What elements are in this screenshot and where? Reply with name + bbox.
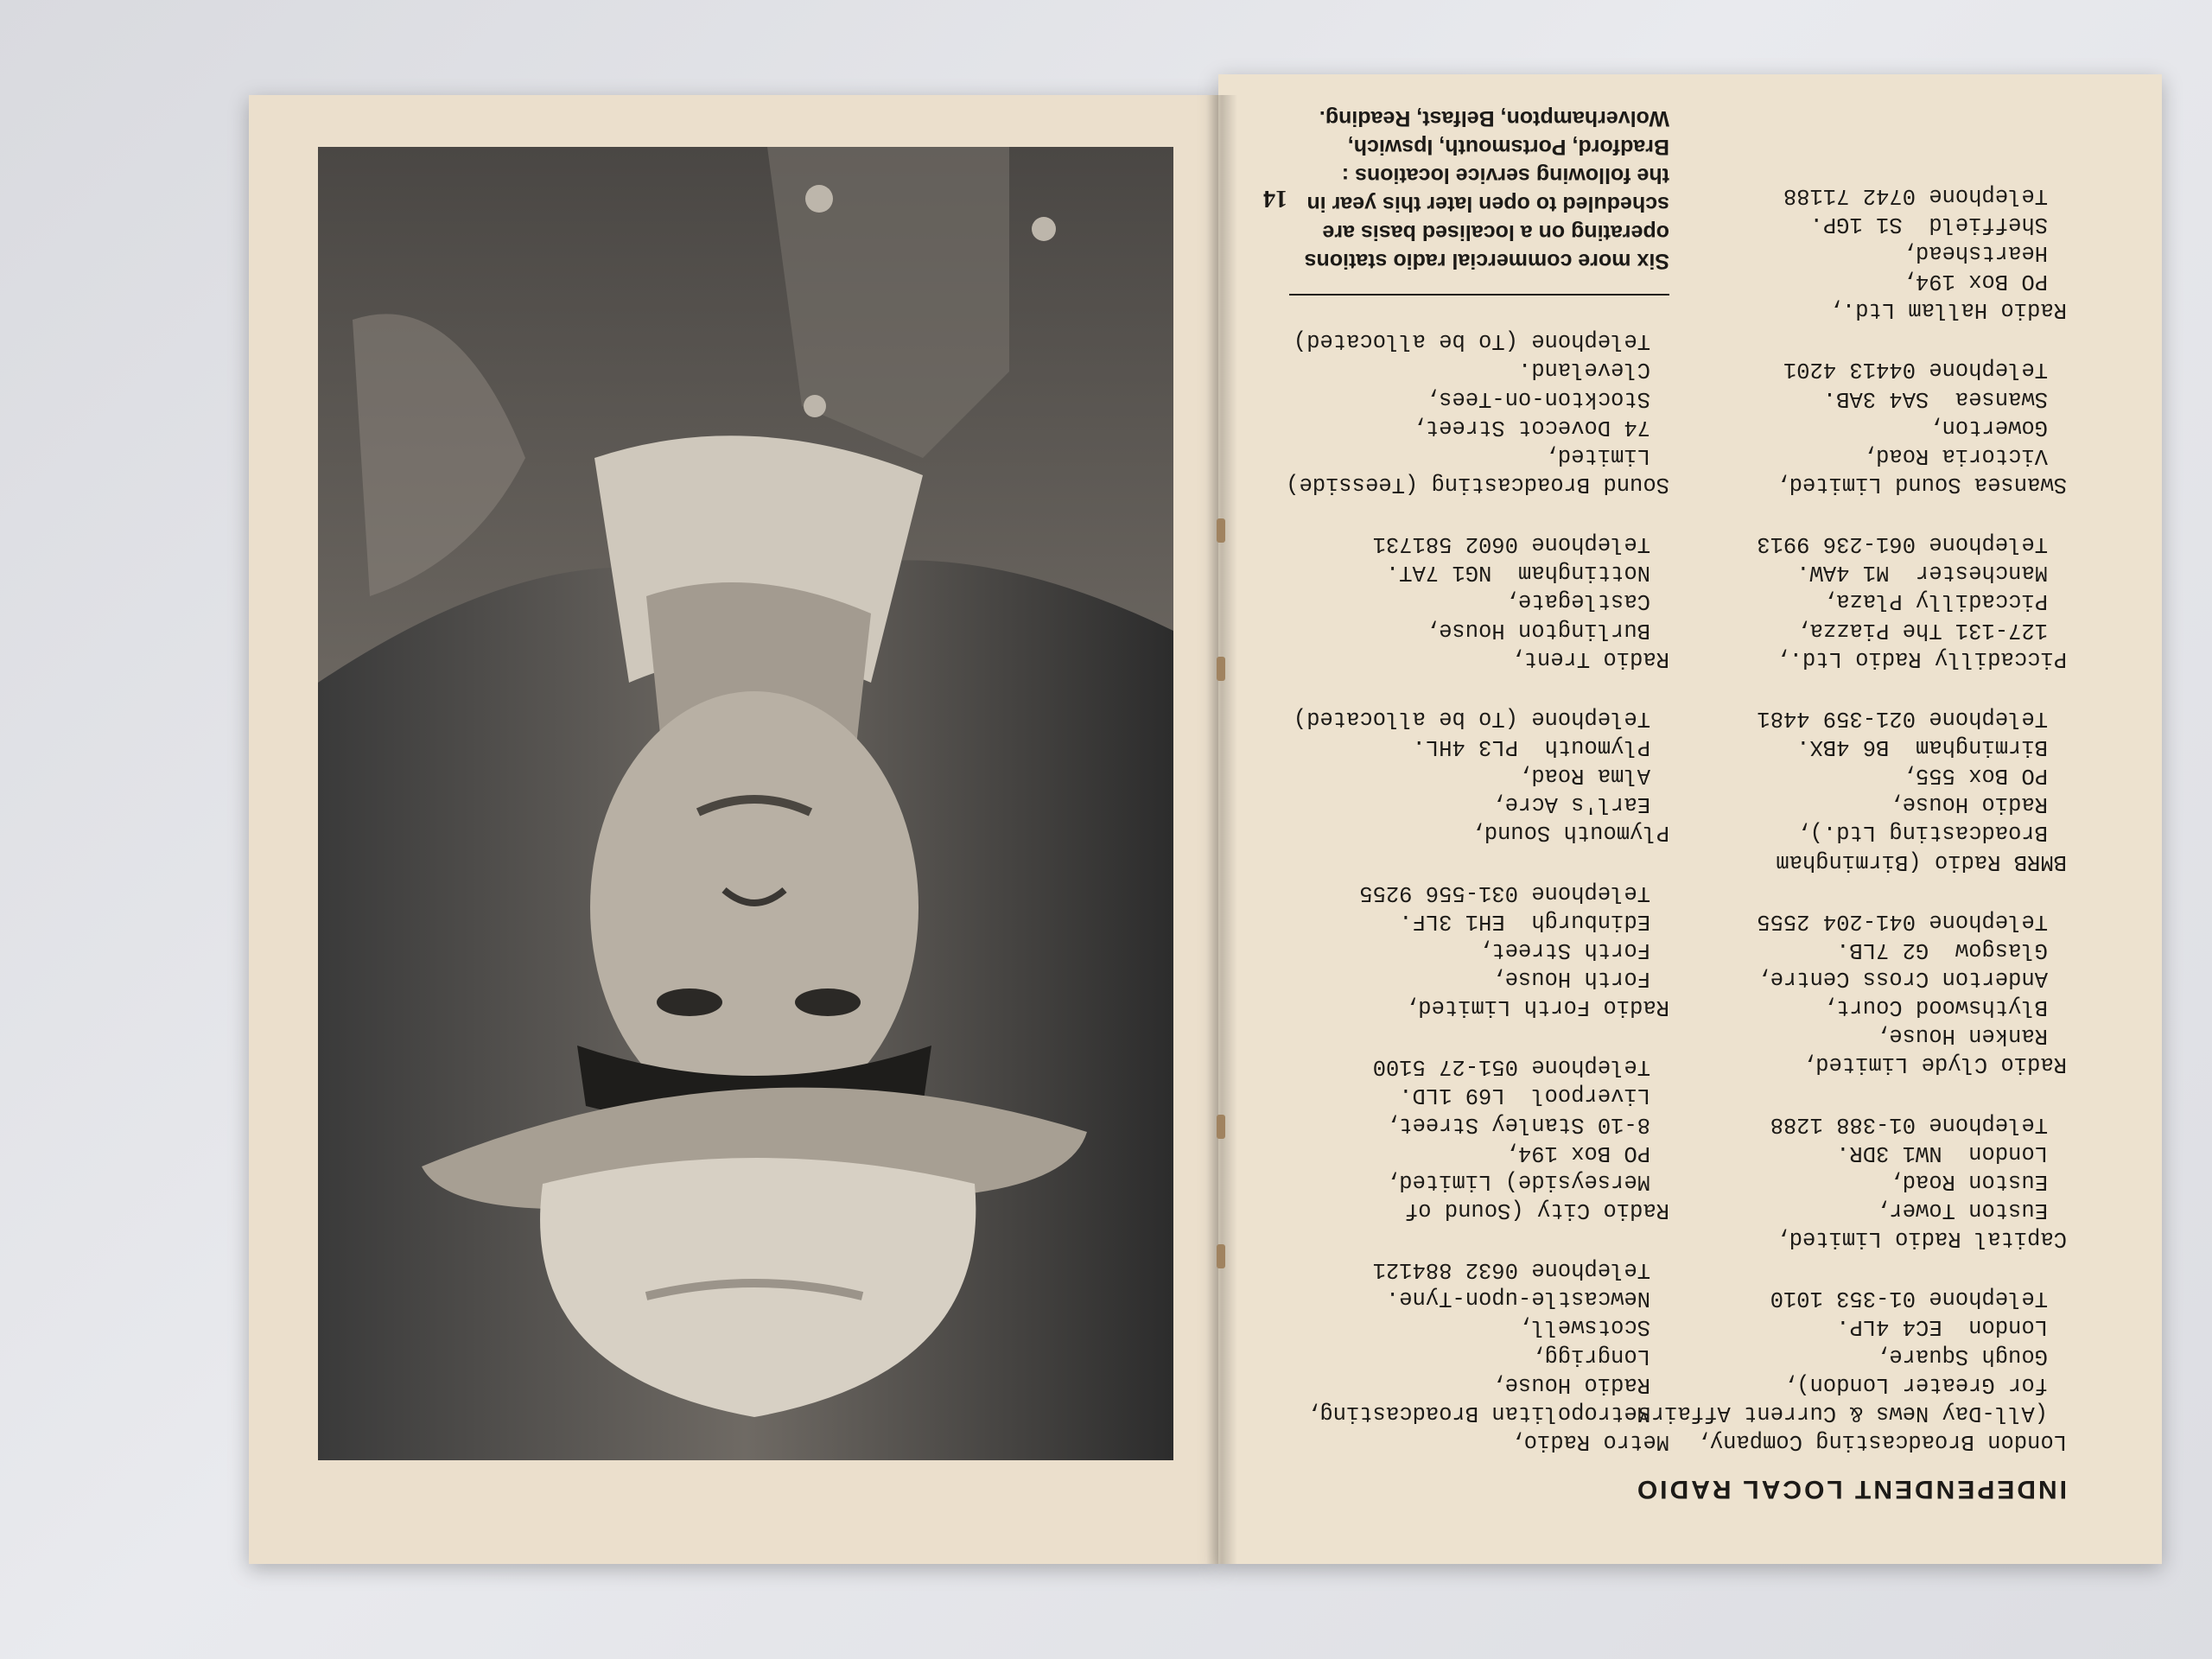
entry-line: Limited, — [1544, 442, 1650, 468]
entry-line: Forth Street, — [1478, 937, 1650, 963]
entry-line: Telephone 021-359 4481 — [1757, 705, 2048, 731]
station-entry — [1272, 704, 1669, 848]
station-column-left — [1637, 150, 2067, 1456]
entry-line: Euston Tower, — [1876, 1198, 2048, 1224]
entry-line: Earl's Acre, — [1491, 791, 1650, 817]
entry-line: Gowerton, — [1929, 414, 2048, 440]
entry-line: Sound Broadcasting (Teesside) — [1286, 472, 1669, 498]
entry-line: Radio Trent, — [1510, 645, 1669, 671]
entry-line: Cleveland. — [1517, 357, 1650, 383]
entry-line: Radio House, — [1491, 1371, 1650, 1397]
entry-line: Manchester M1 4AW. — [1796, 560, 2048, 586]
entry-line: Metro Radio, — [1510, 1429, 1669, 1454]
entry-line: Sheffield S1 1GP. — [1809, 211, 2048, 237]
entry-line: Newcastle-upon-Tyne. — [1385, 1286, 1650, 1312]
entry-line: Edinburgh EH1 3LF. — [1399, 908, 1650, 934]
cowboy-photo — [318, 147, 1173, 1460]
entry-line: London NW1 3DR. — [1836, 1140, 2048, 1166]
entry-line: PO Box 555, — [1902, 763, 2048, 789]
entry-line: Alma Road, — [1517, 763, 1650, 789]
entry-line: Burlington House, — [1425, 617, 1650, 643]
directory-page — [1218, 74, 2162, 1564]
entry-line: Telephone 0742 71188 — [1783, 182, 2048, 208]
entry-line: Longrigg, — [1531, 1343, 1650, 1369]
entry-line: Scotswell, — [1517, 1314, 1650, 1340]
entry-line: Telephone (To be allocated) — [1293, 705, 1650, 731]
entry-line: Telephone 051-27 5100 — [1372, 1054, 1650, 1080]
entry-line: Nottingham NG1 7AT. — [1385, 560, 1650, 586]
entry-line: Castlegate, — [1504, 588, 1650, 614]
entry-line: Capital Radio Limited, — [1776, 1226, 2067, 1252]
entry-line: Stockton-on-Tees, — [1425, 385, 1650, 411]
entry-line: 8-10 Stanley Street, — [1385, 1111, 1650, 1137]
entry-line: Blythswood Court, — [1822, 995, 2048, 1020]
entry-line: 74 Dovecot Street, — [1412, 414, 1650, 440]
station-entry — [1669, 181, 2067, 325]
entry-line: 127-131 The Piazza, — [1796, 617, 2048, 643]
new-stations-note: Six more commercial radio stations operating on a localised basis are scheduled to open later this year in the following service locations : Bradford, Portsmouth, Ipswich, Wolverhampton, Belfast, Reading. — [1304, 106, 1669, 274]
entry-line: Ranken House, — [1876, 1023, 2048, 1049]
entry-line: Telephone 04413 4201 — [1783, 357, 2048, 383]
entry-line: Telephone 0632 884121 — [1372, 1257, 1650, 1283]
entry-line: Piccadilly Plaza, — [1822, 588, 2048, 614]
entry-line: Liverpool L69 1LD. — [1399, 1083, 1650, 1109]
station-entry — [1669, 530, 2067, 673]
entry-line: Telephone 01-388 1288 — [1770, 1111, 2048, 1137]
station-column-right — [1272, 104, 1669, 1456]
entry-line: (All-Day News & Current Affairs — [1637, 1400, 2048, 1426]
entry-line: Radio City (Sound of — [1404, 1198, 1669, 1224]
station-entry — [1272, 327, 1669, 499]
entry-line: Heartshead, — [1902, 240, 2048, 266]
station-entry — [1637, 1284, 2067, 1456]
station-entry — [1272, 1255, 1669, 1456]
entry-line: London EC4 4LP. — [1836, 1314, 2048, 1340]
station-entry — [1272, 1052, 1669, 1224]
station-entry — [1272, 878, 1669, 1021]
entry-line: Radio Hallam Ltd., — [1828, 297, 2067, 323]
entry-line: Radio Forth Limited, — [1404, 995, 1669, 1020]
station-entry — [1669, 1109, 2067, 1253]
entry-line: Swansea Sound Limited, — [1776, 472, 2067, 498]
station-entry — [1669, 355, 2067, 499]
entry-line: Telephone 0602 581731 — [1372, 531, 1650, 557]
entry-line: Telephone 01-353 1010 — [1770, 1286, 2048, 1312]
entry-line: Victoria Road, — [1862, 442, 2048, 468]
entry-line: Plymouth PL3 4HL. — [1412, 734, 1650, 760]
entry-line: Telephone 061-236 9913 — [1757, 531, 2048, 557]
entry-line: Telephone 031-556 9255 — [1359, 880, 1650, 906]
entry-line: London Broadcasting Company, — [1696, 1429, 2067, 1454]
entry-line: PO Box 194, — [1902, 269, 2048, 295]
entry-line: Birmingham B6 4BX. — [1796, 734, 2048, 760]
entry-line: Plymouth Sound, — [1471, 820, 1669, 846]
station-entry — [1669, 704, 2067, 876]
entry-line: for Greater London), — [1783, 1371, 2048, 1397]
entry-line: Euston Road, — [1889, 1168, 2048, 1194]
entry-line: Forth House, — [1491, 966, 1650, 992]
entry-line: BMRB Radio (Birmingham — [1776, 849, 2067, 874]
entry-line: Piccadilly Radio Ltd., — [1776, 645, 2067, 671]
page-heading: INDEPENDENT LOCAL RADIO — [1634, 1475, 2067, 1503]
entry-line: Glasgow G2 7LB. — [1836, 937, 2048, 963]
entry-line: Anderton Cross Centre, — [1757, 966, 2048, 992]
entry-line: Merseyside) Limited, — [1385, 1168, 1650, 1194]
station-entry — [1669, 907, 2067, 1079]
entry-line: Broadcasting Ltd.), — [1796, 820, 2048, 846]
station-entry — [1272, 530, 1669, 673]
entry-line: Swansea SA4 3AB. — [1822, 385, 2048, 411]
entry-line: PO Box 194, — [1504, 1140, 1650, 1166]
entry-line: Radio Clyde Limited, — [1802, 1052, 2067, 1077]
entry-line: Radio House, — [1889, 791, 2048, 817]
entry-line: Gough Square, — [1876, 1343, 2048, 1369]
entry-line: Telephone 041-204 2555 — [1757, 908, 2048, 934]
entry-line: Metropolitan Broadcasting, — [1306, 1400, 1650, 1426]
page-number: 14 — [1263, 185, 1287, 212]
divider-rule — [1289, 294, 1669, 296]
entry-line: Telephone (To be allocated) — [1293, 328, 1650, 354]
